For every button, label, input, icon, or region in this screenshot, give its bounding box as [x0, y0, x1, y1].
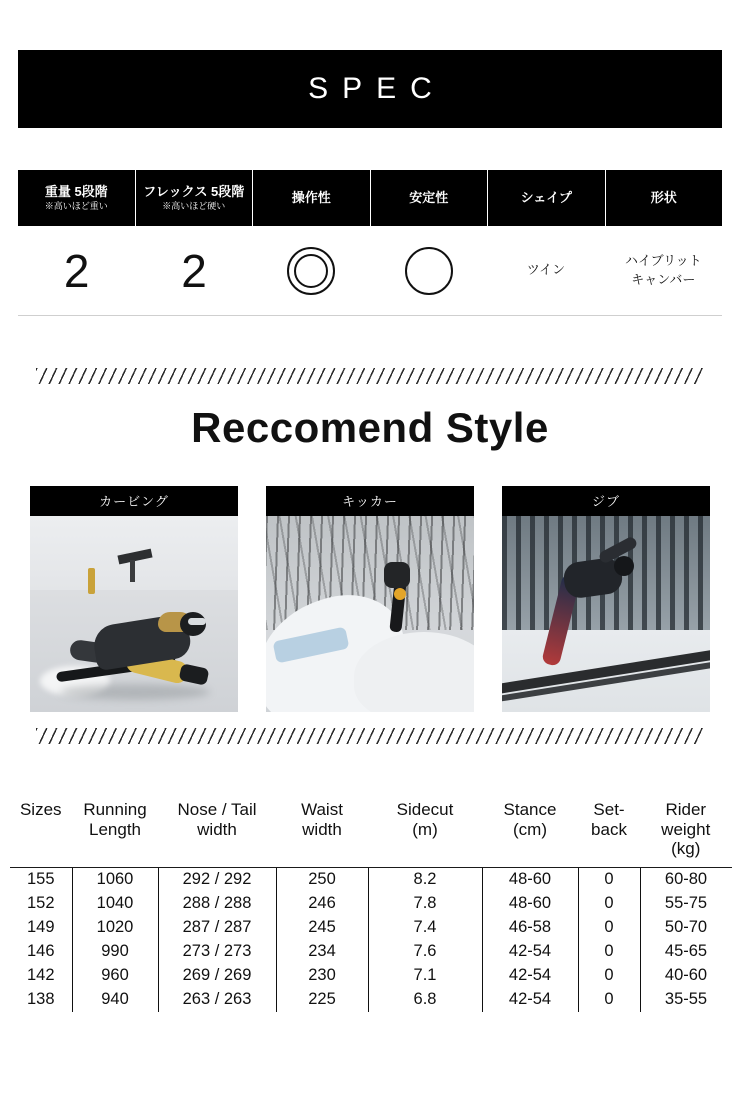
spec-header-flex: フレックス 5段階 ※高いほど硬い [136, 170, 254, 226]
table-cell: 40-60 [664, 966, 708, 985]
table-row [10, 892, 732, 916]
table-row [10, 867, 732, 892]
table-cell: 230 [276, 964, 368, 988]
table-cell: 146 [10, 940, 72, 964]
table-cell: 245 [276, 916, 368, 940]
table-cell: 940 [72, 988, 158, 1012]
table-cell: 1060 [72, 867, 158, 892]
size-table-header-cell: Sizes [10, 800, 72, 867]
spec-header-profile: 形状 [650, 190, 677, 206]
table-cell: 292 / 292 [158, 867, 276, 892]
size-table-header-cell: Rider weight (kg) [640, 800, 732, 867]
table-row [10, 964, 732, 988]
table-cell: 250 [276, 867, 368, 892]
table-cell: 0 [578, 940, 640, 964]
table-row [10, 940, 732, 964]
table-cell: 50-70 [664, 918, 708, 937]
table-cell: 149 [10, 916, 72, 940]
table-cell: 42-54 [482, 988, 578, 1012]
table-cell: 6.8 [368, 988, 482, 1012]
size-table-body [10, 867, 732, 1012]
table-cell: 0 [578, 988, 640, 1012]
size-table [10, 800, 732, 1012]
recommend-card-jib [502, 486, 710, 712]
size-table-header-cell: Set- back [578, 800, 640, 867]
table-cell: 7.1 [368, 964, 482, 988]
table-cell: 0 [578, 964, 640, 988]
profile-line-1: ハイブリット [625, 252, 702, 268]
table-cell: 990 [72, 940, 158, 964]
card-caption: キッカー [266, 486, 474, 516]
table-cell: 246 [276, 892, 368, 916]
table-cell: 263 / 263 [158, 988, 276, 1012]
spec-header-stability: 安定性 [371, 170, 489, 226]
spec-value-flex: 2 [181, 244, 207, 297]
spec-banner-title: SPEC [308, 72, 446, 105]
hatch-divider-top [36, 368, 704, 384]
size-table-header-cell: Sidecut (m) [368, 800, 482, 867]
spec-table-header [18, 170, 722, 226]
size-table-header-row [10, 800, 732, 867]
spec-table [18, 170, 722, 316]
table-cell: 7.6 [368, 940, 482, 964]
table-cell: 35-55 [664, 990, 708, 1009]
recommend-card-kicker [266, 486, 474, 712]
table-cell: 234 [276, 940, 368, 964]
recommend-cards [30, 486, 710, 712]
size-table-header-cell: Waist width [276, 800, 368, 867]
table-cell: 138 [10, 988, 72, 1012]
single-circle-icon [405, 247, 453, 295]
table-cell: 0 [578, 916, 640, 940]
double-circle-icon [287, 247, 335, 295]
table-cell: 7.4 [368, 916, 482, 940]
spec-table-body [18, 226, 722, 316]
carving-photo [30, 516, 238, 712]
table-cell: 48-60 [482, 892, 578, 916]
table-row [10, 988, 732, 1012]
size-table-header-cell: Running Length [72, 800, 158, 867]
spec-value-profile [605, 226, 722, 315]
table-cell: 1040 [72, 892, 158, 916]
table-cell: 8.2 [368, 867, 482, 892]
table-cell: 1020 [72, 916, 158, 940]
table-cell: 48-60 [482, 867, 578, 892]
table-cell: 269 / 269 [158, 964, 276, 988]
spec-header-weight: 重量 5段階 ※高いほど重い [18, 170, 136, 226]
spec-value-shape: ツイン [526, 262, 566, 278]
table-cell: 45-65 [664, 942, 708, 961]
spec-banner [18, 50, 722, 128]
table-cell: 155 [10, 867, 72, 892]
table-cell: 42-54 [482, 964, 578, 988]
spec-header-shape: シェイプ [488, 170, 606, 226]
table-cell: 960 [72, 964, 158, 988]
size-table-header-cell: Nose / Tail width [158, 800, 276, 867]
spec-header-handling: 操作性 [253, 170, 371, 226]
table-cell: 288 / 288 [158, 892, 276, 916]
spec-value-handling [253, 226, 370, 315]
spec-value-stability [370, 226, 487, 315]
table-cell: 60-80 [664, 870, 708, 889]
table-cell: 273 / 273 [158, 940, 276, 964]
table-cell: 46-58 [482, 916, 578, 940]
card-caption: ジブ [502, 486, 710, 516]
hatch-divider-bottom [36, 728, 704, 744]
spec-value-weight: 2 [63, 244, 90, 297]
table-cell: 42-54 [482, 940, 578, 964]
table-row [10, 916, 732, 940]
jib-photo [502, 516, 710, 712]
table-cell: 142 [10, 964, 72, 988]
recommend-card-carving [30, 486, 238, 712]
recommend-heading: Reccomend Style [191, 404, 549, 451]
kicker-photo [266, 516, 474, 712]
size-table-header-cell: Stance (cm) [482, 800, 578, 867]
table-cell: 0 [578, 892, 640, 916]
table-cell: 7.8 [368, 892, 482, 916]
table-cell: 152 [10, 892, 72, 916]
table-cell: 225 [276, 988, 368, 1012]
table-cell: 287 / 287 [158, 916, 276, 940]
card-caption: カービング [30, 486, 238, 516]
table-cell: 0 [578, 867, 640, 892]
table-cell: 55-75 [664, 894, 708, 913]
profile-line-2: キャンバー [631, 271, 696, 287]
